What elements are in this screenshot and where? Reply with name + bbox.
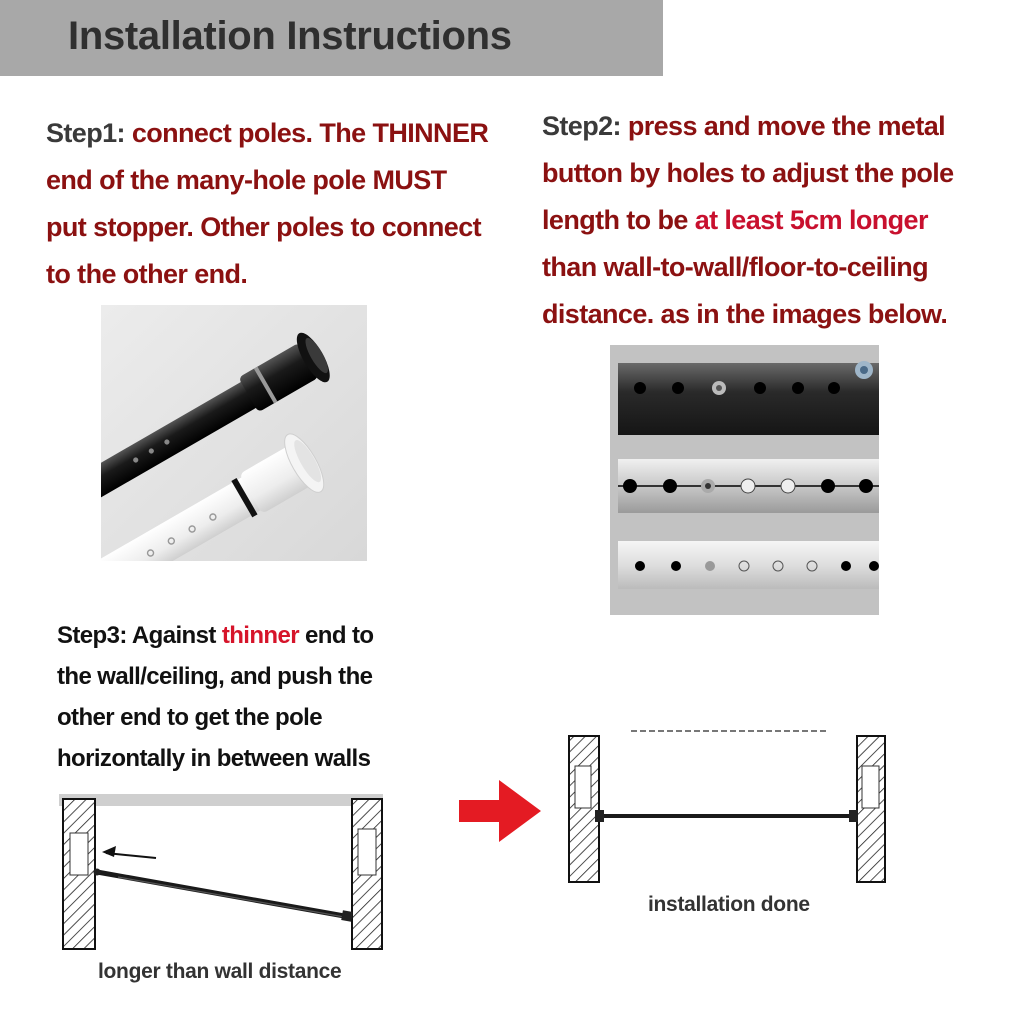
step3-text-1: Against bbox=[126, 622, 222, 649]
step2-text-4: than wall-to-wall/floor-to-ceiling bbox=[542, 252, 929, 282]
diagram-tilted-pole bbox=[58, 793, 384, 951]
step2-text-5: distance. as in the images below. bbox=[542, 299, 948, 329]
step2-text-1: press and move the metal bbox=[620, 111, 946, 141]
step3-text-5: horizontally in between walls bbox=[57, 745, 371, 772]
pole-holes-photo bbox=[610, 345, 879, 615]
step1-text bbox=[46, 110, 506, 298]
poles-photo bbox=[101, 305, 367, 561]
step3-label: Step3: bbox=[57, 622, 127, 649]
step3-text-4: other end to get the pole bbox=[57, 704, 322, 731]
caption-installation-done: installation done bbox=[648, 893, 810, 916]
step1-text-2: end of the many-hole pole bbox=[46, 165, 373, 195]
caption-longer-than-wall: longer than wall distance bbox=[98, 960, 342, 983]
diagram-installed-pole bbox=[559, 728, 891, 886]
step1-highlight-thinner: THINNER bbox=[372, 118, 489, 148]
step1-text-4: to the other end. bbox=[46, 259, 248, 289]
step2-text bbox=[542, 103, 982, 338]
step3-text-3: the wall/ceiling, and push the bbox=[57, 663, 373, 690]
step1-text-3: put stopper. Other poles to connect bbox=[46, 212, 482, 242]
step2-highlight: at least 5cm longer bbox=[694, 205, 928, 235]
title-banner bbox=[0, 0, 663, 76]
page-title: Installation Instructions bbox=[68, 14, 512, 58]
step1-label: Step1: bbox=[46, 118, 125, 148]
step1-highlight-must: MUST bbox=[372, 165, 447, 195]
step3-text-2: end to bbox=[298, 622, 374, 649]
step3-highlight: thinner bbox=[221, 622, 299, 649]
step2-text-3: length to be bbox=[542, 205, 695, 235]
step3-text bbox=[57, 615, 397, 779]
step2-text-2: button by holes to adjust the pole bbox=[542, 158, 954, 188]
step1-text-1: connect poles. The bbox=[124, 118, 373, 148]
step2-label: Step2: bbox=[542, 111, 621, 141]
red-arrow-right-icon bbox=[459, 780, 543, 842]
